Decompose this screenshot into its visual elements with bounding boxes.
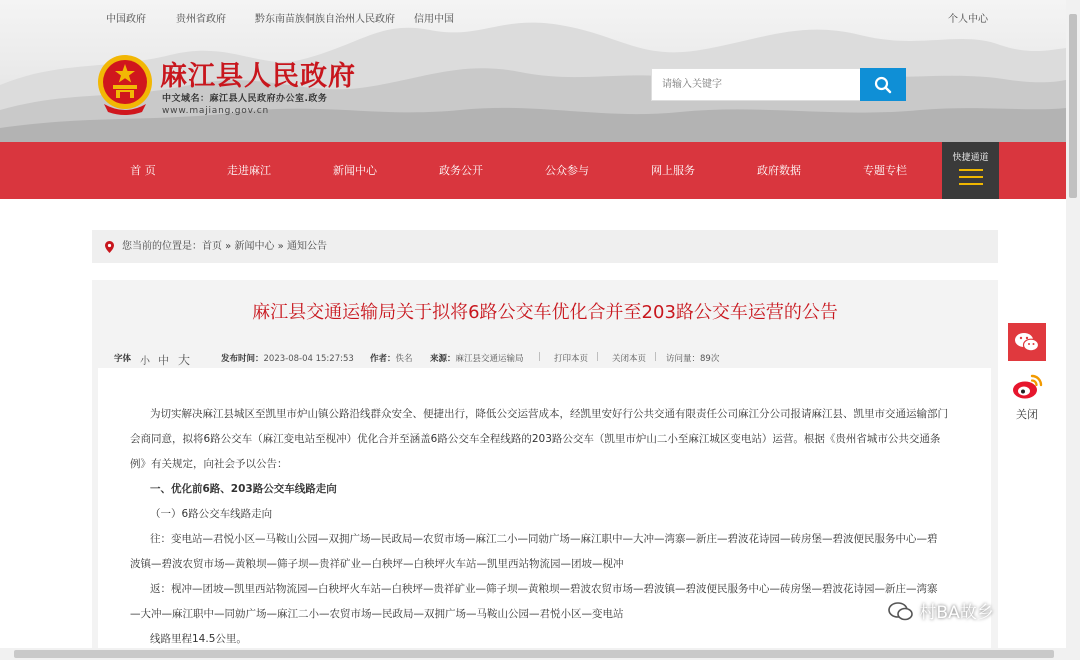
route-outbound-1: 往：变电站—君悦小区—马鞍山公园—双拥广场—民政局—农贸市场—麻江二小—同勍广场—麻江职中—大冲—湾寨—新庄—碧波花诗园—砖房堡—碧波便民服务中心—碧	[150, 533, 938, 545]
author-label: 作者：	[370, 354, 396, 364]
link-china-government[interactable]: 中国政府	[106, 14, 146, 25]
watermark-text: 村BA故乡	[919, 603, 994, 623]
route-outbound-2: 波镇—碧波农贸市场—黄粮坝—筛子坝—贵祥矿业—白秧坪—白秧坪火车站—凯里西站物流园—团坡—枧冲	[130, 558, 624, 570]
article-panel: 麻江县交通运输局关于拟将6路公交车优化合并至203路公交车运营的公告 字体 小 中 大 发布时间：2023-08-04 15:27:53 作者：佚名 来源：麻江县交通运输局 | 打印本页 | 关闭本页 | 访问量：89次	[92, 280, 998, 660]
search-icon	[874, 76, 892, 94]
wechat-watermark-icon	[888, 601, 914, 621]
font-size-small[interactable]: 小	[140, 356, 150, 367]
breadcrumb-item-news[interactable]: 新闻中心	[234, 241, 275, 252]
site-domain-label: 中文域名：麻江县人民政府办公室.政务	[162, 94, 328, 104]
search-button[interactable]	[860, 68, 906, 101]
subsection-heading: （一）6路公交车线路走向	[150, 508, 273, 520]
font-size-label: 字体	[114, 354, 132, 364]
nav-item-special-topics[interactable]: 专题专栏	[863, 164, 907, 177]
paragraph-intro-2: 会商同意，拟将6路公交车（麻江变电站至枧冲）优化合并至涵盖6路公交车全程线路的203路公交车（凯里市炉山二小至麻江城区变电站）运营。根据《贵州省城市公共交通条	[130, 433, 941, 445]
nav-item-home[interactable]: 首 页	[130, 164, 156, 177]
breadcrumb-prefix: 您当前的位置是：	[122, 241, 202, 252]
site-url: www.majiang.gov.cn	[162, 106, 269, 116]
source-label: 来源：	[430, 354, 456, 364]
print-page-link[interactable]: 打印本页	[554, 354, 589, 364]
article-title: 麻江县交通运输局关于拟将6路公交车优化合并至203路公交车运营的公告	[252, 302, 838, 323]
paragraph-intro-1: 为切实解决麻江县城区至凯里市炉山镇公路沿线群众安全、便捷出行，降低公交运营成本，经凯里安好行公共交通有限责任公司麻江分公司报请麻江县、凯里市交通运输部门	[150, 408, 948, 420]
breadcrumb-item-notices[interactable]: 通知公告	[286, 241, 327, 252]
link-credit-china[interactable]: 信用中国	[414, 14, 454, 25]
route-return-2: —大冲—麻江职中—同勍广场—麻江二小—农贸市场—民政局—双拥广场—马鞍山公园—君悦小区—变电站	[130, 608, 624, 620]
weibo-icon	[1008, 368, 1046, 404]
publish-time: 2023-08-04 15:27:53	[263, 354, 354, 364]
breadcrumb-item-home[interactable]: 首页	[202, 241, 222, 252]
national-emblem-icon	[96, 52, 154, 116]
nav-item-news-center[interactable]: 新闻中心	[333, 164, 377, 177]
font-size-medium[interactable]: 中	[158, 354, 169, 367]
link-guizhou-government[interactable]: 贵州省政府	[176, 14, 226, 25]
paragraph-intro-3: 例》有关规定，向社会予以公告：	[130, 458, 288, 470]
route-length: 线路里程14.5公里。	[150, 633, 247, 645]
publish-time-label: 发布时间：	[221, 354, 264, 364]
link-qiandongnan-government[interactable]: 黔东南苗族侗族自治州人民政府	[255, 14, 395, 25]
quick-access-label: 快捷通道	[952, 153, 989, 163]
location-pin-icon	[105, 241, 114, 253]
source: 麻江县交通运输局	[455, 354, 524, 364]
top-links-bar	[0, 0, 1066, 32]
close-page-link[interactable]: 关闭本页	[612, 354, 647, 364]
watermark	[888, 598, 994, 623]
nav-item-online-services[interactable]: 网上服务	[651, 164, 695, 177]
nav-item-public-participation[interactable]: 公众参与	[545, 164, 589, 177]
personal-center-link[interactable]: 个人中心	[948, 14, 988, 25]
site-name[interactable]: 麻江县人民政府	[160, 61, 356, 92]
font-size-large[interactable]: 大	[178, 353, 191, 367]
breadcrumb	[92, 230, 998, 263]
wechat-icon	[1008, 323, 1046, 361]
quick-access-button[interactable]	[942, 142, 999, 199]
vertical-scroll-thumb[interactable]	[1069, 14, 1077, 198]
visits-count: 89次	[700, 354, 720, 364]
route-return-1: 返：枧冲—团坡—凯里西站物流园—白秧坪火车站—白秧坪—贵祥矿业—筛子坝—黄粮坝—碧波农贸市场—碧波镇—碧波便民服务中心—砖房堡—碧波花诗园—新庄—湾寨	[150, 583, 938, 595]
main-nav	[0, 142, 1066, 199]
author: 佚名	[395, 354, 413, 364]
menu-lines-icon	[959, 169, 983, 190]
weibo-share-button[interactable]	[1008, 368, 1046, 404]
breadcrumb-separator: »	[274, 241, 287, 252]
nav-item-government-data[interactable]: 政府数据	[757, 164, 801, 177]
nav-item-about-majiang[interactable]: 走进麻江	[227, 164, 271, 177]
visits-label: 访问量：	[666, 354, 701, 364]
search-input[interactable]	[651, 68, 861, 101]
section-heading: 一、优化前6路、203路公交车线路走向	[150, 483, 337, 495]
nav-item-government-affairs[interactable]: 政务公开	[439, 164, 483, 177]
horizontal-scroll-thumb[interactable]	[14, 650, 1054, 658]
breadcrumb-separator: »	[222, 241, 235, 252]
wechat-share-button[interactable]	[1008, 323, 1046, 361]
share-close-button[interactable]: 关闭	[1016, 408, 1038, 421]
